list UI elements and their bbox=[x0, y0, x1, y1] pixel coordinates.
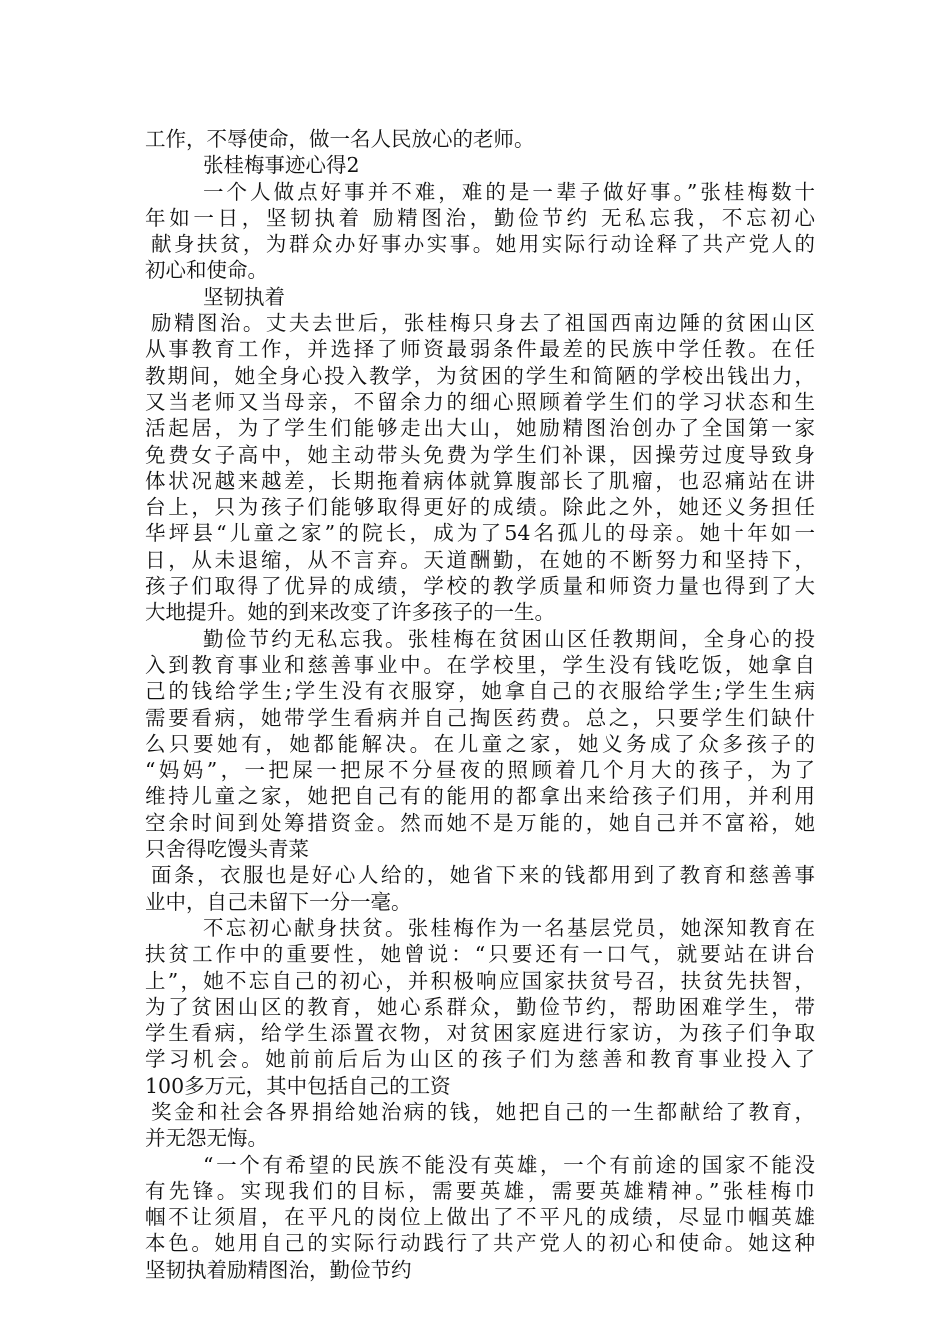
text-line: 帼不让须眉，在平凡的岗位上做出了不平凡的成绩，尽显巾帼英雄 bbox=[145, 1205, 815, 1230]
text-line: 学习机会。她前前后后为山区的孩子们为慈善和教育事业投入了 bbox=[145, 1047, 815, 1072]
text-line: 台上，只为孩子们能够取得更好的成绩。除此之外，她还义务担任 bbox=[145, 495, 815, 520]
text-line: 么只要她有，她都能解决。在儿童之家，她义务成了众多孩子的 bbox=[145, 731, 815, 756]
text-line: 为了贫困山区的教育，她心系群众，勤俭节约，帮助困难学生，带 bbox=[145, 994, 815, 1019]
text-line: 维持儿童之家，她把自己有的能用的都拿出来给孩子们用，并利用 bbox=[145, 784, 815, 809]
text-line: 又当老师又当母亲，不留余力的细心照顾着学生们的学习状态和生 bbox=[145, 389, 815, 414]
text-line: 100多万元，其中包括自己的工资 bbox=[145, 1073, 451, 1098]
text-line: 初心和使命。 bbox=[145, 258, 268, 283]
text-line: 需要看病，她带学生看病并自己掏医药费。总之，只要学生们缺什 bbox=[145, 705, 815, 730]
text-line: 从事教育工作，并选择了师资最弱条件最差的民族中学任教。在任 bbox=[145, 337, 815, 362]
text-line: 免费女子高中，她主动带头免费为学生们补课，因操劳过度导致身 bbox=[145, 442, 815, 467]
subheading: 坚韧执着 bbox=[203, 284, 285, 309]
text-line: 面条，衣服也是好心人给的，她省下来的钱都用到了教育和慈善事 bbox=[151, 863, 815, 888]
text-line: 年如一日，坚韧执着 励精图治，勤俭节约 无私忘我，不忘初心 bbox=[145, 205, 815, 230]
text-line: 工作，不辱使命，做一名人民放心的老师。 bbox=[145, 127, 535, 151]
text-line: 坚韧执着励精图治，勤俭节约 bbox=[145, 1257, 412, 1282]
text-line: 学生看病，给学生添置衣物，对贫困家庭进行家访，为孩子们争取 bbox=[145, 1021, 815, 1046]
text-line: 励精图治。丈夫去世后，张桂梅只身去了祖国西南边陲的贫困山区 bbox=[151, 311, 815, 336]
text-line: 只舍得吃馒头青菜 bbox=[145, 837, 309, 862]
text-line: 一个人做点好事并不难，难的是一辈子做好事。”张桂梅数十 bbox=[203, 179, 815, 204]
text-line: 己的钱给学生;学生没有衣服穿，她拿自己的衣服给学生;学生生病 bbox=[145, 679, 815, 704]
text-line: 孩子们取得了优异的成绩，学校的教学质量和师资力量也得到了大 bbox=[145, 574, 815, 599]
text-line: 有先锋。实现我们的目标，需要英雄，需要英雄精神。”张桂梅巾 bbox=[145, 1178, 815, 1203]
text-line: 大地提升。她的到来改变了许多孩子的一生。 bbox=[145, 600, 555, 625]
text-line: 业中，自己未留下一分一毫。 bbox=[145, 889, 412, 914]
text-line: 本色。她用自己的实际行动践行了共产党人的初心和使命。她这种 bbox=[145, 1231, 815, 1256]
text-line: 不忘初心献身扶贫。张桂梅作为一名基层党员，她深知教育在 bbox=[203, 915, 815, 940]
text-line: 华坪县“儿童之家”的院长，成为了54名孤儿的母亲。她十年如一 bbox=[145, 521, 815, 546]
text-line: 体状况越来越差，长期拖着病体就算腹部长了肌瘤，也忍痛站在讲 bbox=[145, 468, 815, 493]
text-line: 空余时间到处筹措资金。然而她不是万能的，她自己并不富裕，她 bbox=[145, 810, 815, 835]
text-line: 教期间，她全身心投入教学，为贫困的学生和简陋的学校出钱出力， bbox=[145, 363, 815, 388]
text-line: 并无怨无悔。 bbox=[145, 1126, 268, 1151]
text-line: 日，从未退缩，从不言弃。天道酬勤，在她的不断努力和坚持下， bbox=[145, 547, 815, 572]
text-line: 上”，她不忘自己的初心，并积极响应国家扶贫号召，扶贫先扶智， bbox=[145, 968, 815, 993]
section-heading: 张桂梅事迹心得2 bbox=[203, 153, 360, 178]
text-line: 扶贫工作中的重要性，她曾说：“只要还有一口气，就要站在讲台 bbox=[145, 942, 815, 967]
text-line: 勤俭节约无私忘我。张桂梅在贫困山区任教期间，全身心的投 bbox=[203, 626, 815, 651]
text-line: 献身扶贫，为群众办好事办实事。她用实际行动诠释了共产党人的 bbox=[151, 232, 815, 257]
text-line: “妈妈”，一把屎一把尿不分昼夜的照顾着几个月大的孩子，为了 bbox=[145, 758, 815, 783]
document-body bbox=[145, 126, 815, 1283]
text-line: 奖金和社会各界捐给她治病的钱，她把自己的一生都献给了教育， bbox=[151, 1099, 815, 1124]
text-line: “一个有希望的民族不能没有英雄，一个有前途的国家不能没 bbox=[203, 1152, 815, 1177]
text-line: 入到教育事业和慈善事业中。在学校里，学生没有钱吃饭，她拿自 bbox=[145, 652, 815, 677]
text-line: 活起居，为了学生们能够走出大山，她励精图治创办了全国第一家 bbox=[145, 416, 815, 441]
